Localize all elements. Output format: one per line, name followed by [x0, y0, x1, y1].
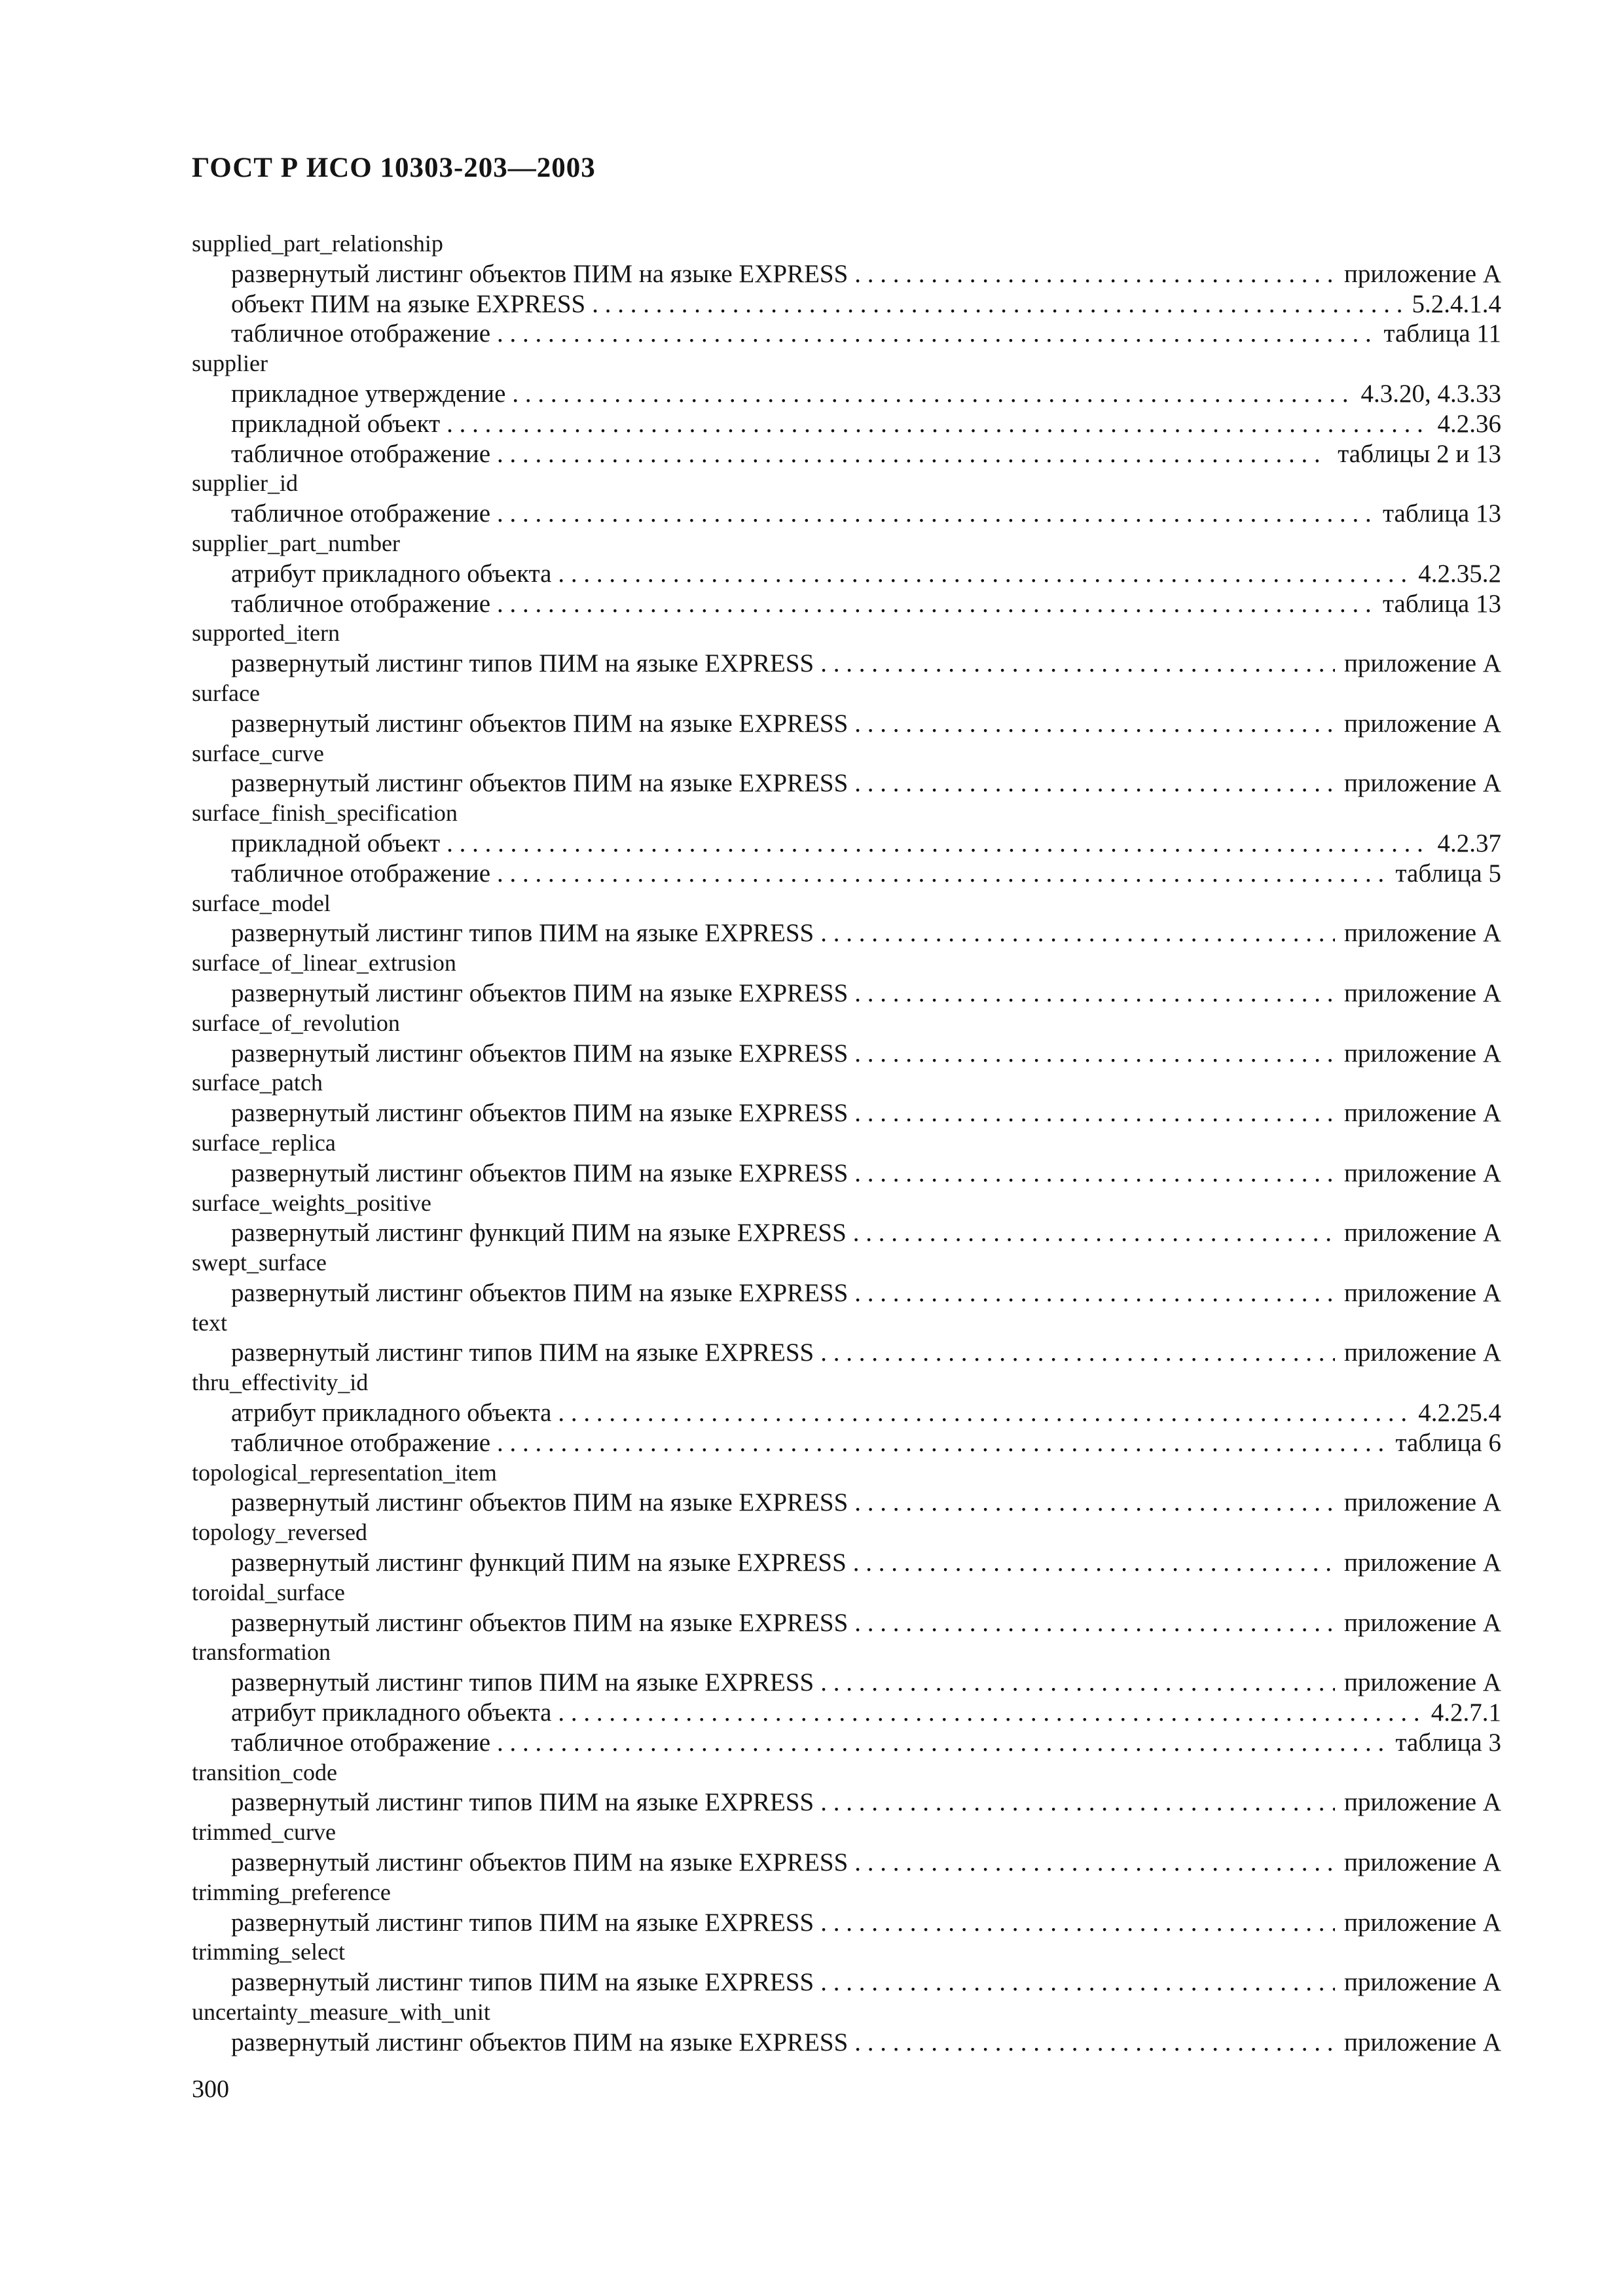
index-subentry	[231, 768, 1501, 798]
subentry-label: развернутый листинг типов ПИМ на языке EXPRESS	[231, 1788, 814, 1817]
index-term: surface_curve	[192, 740, 324, 766]
index-term: swept_surface	[192, 1249, 327, 1276]
index-subentry	[231, 379, 1501, 409]
subentry-label: развернутый листинг объектов ПИМ на языке EXPRESS	[231, 1278, 848, 1307]
subentry-label: развернутый листинг объектов ПИМ на языке EXPRESS	[231, 769, 848, 798]
subentry-reference: 4.3.20, 4.3.33	[1360, 379, 1501, 408]
index-entry	[192, 948, 1501, 1009]
subentry-label: развернутый листинг объектов ПИМ на языке EXPRESS	[231, 1488, 848, 1517]
subentry-label: развернутый листинг типов ПИМ на языке EXPRESS	[231, 919, 814, 948]
dot-leader	[447, 829, 1428, 859]
index-entry	[192, 349, 1501, 469]
index-term: surface_model	[192, 889, 331, 916]
subentry-reference: приложение А	[1344, 1338, 1501, 1367]
subentry-reference: приложение А	[1344, 769, 1501, 798]
dot-leader	[497, 859, 1387, 889]
subentry-reference: приложение А	[1344, 2028, 1501, 2056]
subentry-label: развернутый листинг объектов ПИМ на языке EXPRESS	[231, 2028, 848, 2056]
subentry-reference: приложение А	[1344, 1219, 1501, 1247]
index-subentry	[231, 1488, 1501, 1518]
subentry-label: табличное отображение	[231, 1728, 491, 1757]
dot-leader	[854, 1039, 1335, 1069]
index-entry	[192, 1878, 1501, 1938]
index-entry	[192, 1009, 1501, 1069]
subentry-reference: приложение А	[1344, 1488, 1501, 1517]
index-term: trimming_preference	[192, 1878, 391, 1905]
index-entry	[192, 1068, 1501, 1128]
dot-leader	[854, 1098, 1335, 1128]
index-subentry	[231, 1428, 1501, 1458]
index-term: supplied_part_relationship	[192, 230, 443, 257]
subentry-reference: таблица 3	[1395, 1728, 1501, 1757]
subentry-reference: таблицы 2 и 13	[1338, 439, 1501, 468]
subentry-reference: приложение А	[1344, 1039, 1501, 1067]
dot-leader	[497, 1728, 1387, 1758]
index-term: topology_reversed	[192, 1519, 367, 1546]
subentry-label: развернутый листинг объектов ПИМ на языке EXPRESS	[231, 1848, 848, 1877]
subentry-reference: приложение А	[1344, 259, 1501, 288]
subentry-label: развернутый листинг типов ПИМ на языке EXPRESS	[231, 1968, 814, 1997]
index-entry	[192, 1308, 1501, 1369]
subentry-label: объект ПИМ на языке EXPRESS	[231, 289, 586, 318]
subentry-label: развернутый листинг объектов ПИМ на языке EXPRESS	[231, 709, 848, 738]
index-subentry	[231, 1787, 1501, 1818]
index-entry	[192, 1518, 1501, 1578]
index-term: surface_of_revolution	[192, 1009, 400, 1036]
subentry-reference: приложение А	[1344, 1788, 1501, 1817]
subentry-reference: таблица 5	[1395, 859, 1501, 888]
index-subentry	[231, 1098, 1501, 1128]
index-subentry	[231, 1908, 1501, 1938]
subentry-label: развернутый листинг объектов ПИМ на языке EXPRESS	[231, 1039, 848, 1067]
subentry-label: развернутый листинг объектов ПИМ на языке EXPRESS	[231, 1608, 848, 1637]
dot-leader	[497, 1428, 1387, 1458]
index-subentry	[231, 859, 1501, 889]
index-term: thru_effectivity_id	[192, 1369, 369, 1396]
dot-leader	[820, 1338, 1335, 1368]
index-subentry	[231, 409, 1501, 439]
subentry-label: прикладной объект	[231, 409, 441, 438]
subentry-reference: 5.2.4.1.4	[1412, 289, 1501, 318]
index-subentry	[231, 978, 1501, 1009]
subentry-label: табличное отображение	[231, 319, 491, 348]
subentry-reference: приложение А	[1344, 1278, 1501, 1307]
page-header: ГОСТ Р ИСО 10303-203—2003	[192, 152, 596, 183]
subentry-label: развернутый листинг объектов ПИМ на языке EXPRESS	[231, 259, 848, 288]
dot-leader	[820, 918, 1335, 948]
index-subentry	[231, 649, 1501, 679]
subentry-reference: 4.2.25.4	[1418, 1399, 1501, 1427]
subentry-reference: приложение А	[1344, 1968, 1501, 1997]
dot-leader	[820, 1668, 1335, 1698]
index-subentry	[231, 709, 1501, 739]
subentry-reference: приложение А	[1344, 1668, 1501, 1697]
index-subentry	[231, 259, 1501, 289]
subentry-reference: 4.2.35.2	[1418, 559, 1501, 588]
dot-leader	[820, 1787, 1335, 1818]
subentry-label: табличное отображение	[231, 589, 491, 618]
subentry-label: прикладной объект	[231, 829, 441, 857]
dot-leader	[447, 409, 1428, 439]
index-entry	[192, 1638, 1501, 1757]
dot-leader	[854, 768, 1335, 798]
subentry-label: табличное отображение	[231, 1428, 491, 1457]
index-entry	[192, 679, 1501, 739]
subentry-label: развернутый листинг типов ПИМ на языке EXPRESS	[231, 1908, 814, 1937]
subentry-label: атрибут прикладного объекта	[231, 1698, 552, 1727]
index-subentry	[231, 439, 1501, 469]
subentry-reference: приложение А	[1344, 919, 1501, 948]
index-subentry	[231, 829, 1501, 859]
dot-leader	[820, 1908, 1335, 1938]
subentry-label: развернутый листинг функций ПИМ на языке EXPRESS	[231, 1219, 847, 1247]
index-term: surface_replica	[192, 1129, 336, 1156]
dot-leader	[854, 2028, 1335, 2058]
index-subentry	[231, 1848, 1501, 1878]
index-entry	[192, 1758, 1501, 1818]
index-entry	[192, 1818, 1501, 1878]
subentry-reference: таблица 13	[1383, 589, 1501, 618]
index-term: supported_itern	[192, 620, 340, 647]
subentry-reference: приложение А	[1344, 1848, 1501, 1877]
dot-leader	[853, 1548, 1335, 1578]
subentry-reference: приложение А	[1344, 1549, 1501, 1577]
subentry-reference: приложение А	[1344, 978, 1501, 1007]
dot-leader	[854, 978, 1335, 1009]
index-term: trimming_select	[192, 1939, 345, 1965]
subentry-reference: приложение А	[1344, 1608, 1501, 1637]
subentry-label: атрибут прикладного объекта	[231, 559, 552, 588]
subentry-reference: приложение А	[1344, 709, 1501, 738]
index-term: supplier_id	[192, 470, 298, 497]
index-entry	[192, 1998, 1501, 2058]
subentry-reference: 4.2.36	[1437, 409, 1501, 438]
index-subentry	[231, 1278, 1501, 1308]
index-term: text	[192, 1309, 227, 1336]
subentry-reference: 4.2.37	[1437, 829, 1501, 857]
dot-leader	[512, 379, 1351, 409]
dot-leader	[558, 1398, 1409, 1428]
index-subentry	[231, 1728, 1501, 1758]
dot-leader	[854, 1488, 1335, 1518]
subentry-reference: 4.2.7.1	[1431, 1698, 1501, 1727]
index-term: surface_finish_specification	[192, 800, 458, 827]
subentry-label: развернутый листинг типов ПИМ на языке EXPRESS	[231, 649, 814, 678]
index-entry	[192, 1248, 1501, 1308]
subentry-label: развернутый листинг функций ПИМ на языке EXPRESS	[231, 1549, 847, 1577]
dot-leader	[497, 439, 1328, 469]
dot-leader	[820, 1967, 1335, 1998]
index-subentry	[231, 289, 1501, 319]
dot-leader	[854, 709, 1335, 739]
index-entry	[192, 889, 1501, 949]
index-subentry	[231, 499, 1501, 529]
index-entry	[192, 469, 1501, 529]
index-term: uncertainty_measure_with_unit	[192, 1999, 490, 2026]
index-subentry	[231, 319, 1501, 349]
index-entry	[192, 1368, 1501, 1458]
subentry-label: развернутый листинг типов ПИМ на языке EXPRESS	[231, 1338, 814, 1367]
index-term: surface_patch	[192, 1069, 323, 1096]
subentry-label: атрибут прикладного объекта	[231, 1399, 552, 1427]
index-entry	[192, 1458, 1501, 1518]
index-term: surface	[192, 679, 260, 706]
index-term: topological_representation_item	[192, 1459, 497, 1486]
index-subentry	[231, 1158, 1501, 1189]
index-subentry	[231, 1218, 1501, 1248]
subentry-label: прикладное утверждение	[231, 379, 506, 408]
index-subentry	[231, 1548, 1501, 1578]
index-subentry	[231, 589, 1501, 619]
index-subentry	[231, 1608, 1501, 1638]
index-term: surface_of_linear_extrusion	[192, 950, 456, 977]
subentry-label: развернутый листинг объектов ПИМ на языке EXPRESS	[231, 1099, 848, 1128]
dot-leader	[854, 259, 1335, 289]
dot-leader	[854, 1278, 1335, 1308]
subentry-label: табличное отображение	[231, 499, 491, 528]
index-entry	[192, 1189, 1501, 1249]
index-subentry	[231, 1338, 1501, 1368]
subentry-reference: таблица 13	[1383, 499, 1501, 528]
index-entry	[192, 1937, 1501, 1998]
subentry-label: развернутый листинг типов ПИМ на языке EXPRESS	[231, 1668, 814, 1697]
index-entry	[192, 798, 1501, 888]
index-subentry	[231, 2028, 1501, 2058]
alphabetical-index	[192, 229, 1501, 2058]
index-entry	[192, 619, 1501, 679]
dot-leader	[558, 1698, 1421, 1728]
index-term: surface_weights_positive	[192, 1189, 431, 1216]
dot-leader	[820, 649, 1335, 679]
dot-leader	[854, 1608, 1335, 1638]
dot-leader	[497, 499, 1374, 529]
subentry-reference: приложение А	[1344, 1158, 1501, 1187]
dot-leader	[854, 1848, 1335, 1878]
index-term: supplier	[192, 350, 268, 377]
index-subentry	[231, 1039, 1501, 1069]
index-term: toroidal_surface	[192, 1579, 345, 1605]
index-subentry	[231, 1698, 1501, 1728]
index-entry	[192, 229, 1501, 349]
dot-leader	[853, 1218, 1335, 1248]
index-entry	[192, 1128, 1501, 1189]
index-subentry	[231, 918, 1501, 948]
subentry-label: развернутый листинг объектов ПИМ на языке EXPRESS	[231, 1158, 848, 1187]
subentry-reference: приложение А	[1344, 1908, 1501, 1937]
index-subentry	[231, 559, 1501, 589]
subentry-reference: таблица 6	[1395, 1428, 1501, 1457]
index-term: transformation	[192, 1639, 331, 1666]
index-term: trimmed_curve	[192, 1819, 336, 1846]
dot-leader	[497, 319, 1374, 349]
dot-leader	[497, 589, 1374, 619]
index-subentry	[231, 1398, 1501, 1428]
subentry-label: табличное отображение	[231, 859, 491, 888]
subentry-reference: приложение А	[1344, 649, 1501, 678]
dot-leader	[558, 559, 1409, 589]
index-term: transition_code	[192, 1759, 337, 1785]
index-subentry	[231, 1668, 1501, 1698]
index-entry	[192, 739, 1501, 799]
subentry-reference: приложение А	[1344, 1099, 1501, 1128]
subentry-label: табличное отображение	[231, 439, 491, 468]
dot-leader	[592, 289, 1402, 319]
index-entry	[192, 1578, 1501, 1638]
index-entry	[192, 529, 1501, 619]
subentry-label: развернутый листинг объектов ПИМ на языке EXPRESS	[231, 978, 848, 1007]
dot-leader	[854, 1158, 1335, 1189]
page-number: 300	[192, 2075, 229, 2103]
index-term: supplier_part_number	[192, 529, 400, 556]
index-subentry	[231, 1967, 1501, 1998]
subentry-reference: таблица 11	[1383, 319, 1501, 348]
